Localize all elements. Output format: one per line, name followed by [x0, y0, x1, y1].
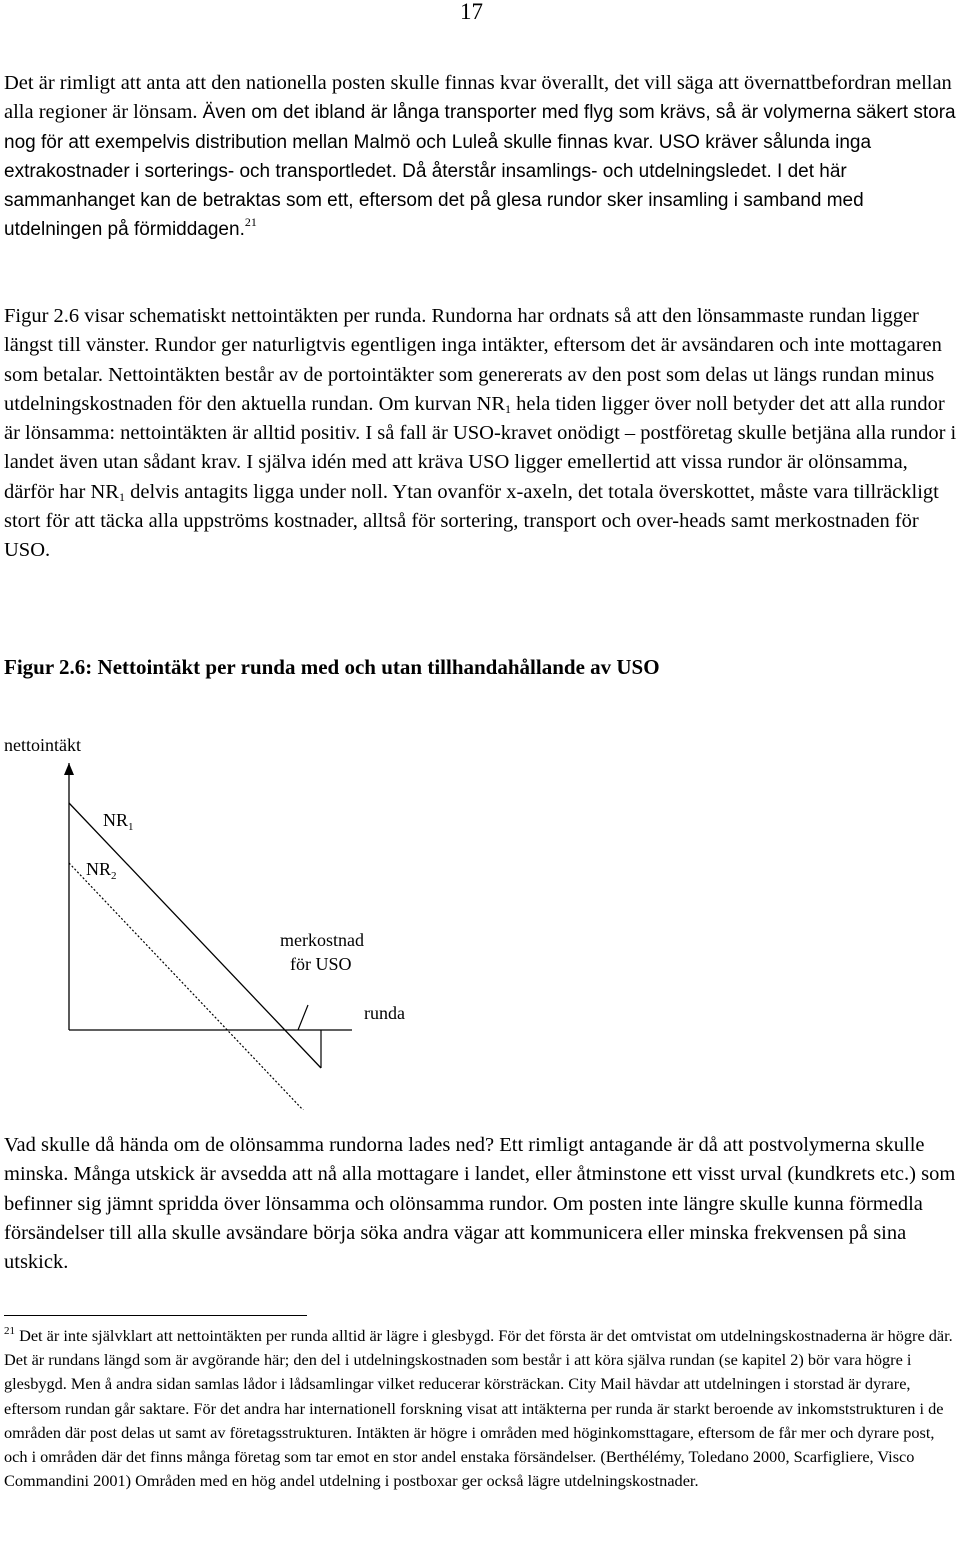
paragraph-figure-description-text-a: Figur 2.6 visar schematiskt nettointäkten per runda. Rundorna har ordnats så att den lönsammaste rundan ligger längst till vänster. Rundor ger naturligtvis egentligen inga intäkter, eftersom det är avsändaren och inte mottagaren som betalar. Nettointäkten består av de portointäkter som genererats av den post som delas ut längs rundan minus utdelningskostnaden för den aktuella rundan. Om kurvan NR — [4, 305, 942, 415]
footnote-separator — [4, 1315, 307, 1316]
paragraph-figure-description — [4, 302, 959, 566]
paragraph-intro — [4, 69, 959, 245]
nr2-curve — [69, 863, 304, 1110]
net-revenue-diagram — [0, 730, 480, 1110]
footnote-text: Det är inte självklart att nettointäkten per runda alltid är lägre i glesbygd. För det första är det omtvistat om utdelningskostnaderna är högre där. Det är rundans längd som är avgörande här; den del i utdelningskostnaden som består i att köra själva rundan (se kapitel 2) bör vara högre i glesbygd. Men å andra sidan samlas lådor i lådsamlingar vilket reducerar körsträckan. City Mail hävdar att utdelningen i storstad är dyrare, eftersom rundan går saktare. För det andra har internationell forskning visat att intäkterna per runda är starkt beroende av inkomststrukturen i de områden där post delas ut samt av företagsstrukturen. Intäkten är högre i områden med höginkomsttagare, eftersom de får mer och dyrare post, och i områden där det finns många företag som tar emot en stor andel enstaka försändelser. (Berthélémy, Toledano 2000, Scarfigliere, Visco Commandini 2001) Områden med en hög andel utdelning i postboxar ger också lägre utdelningskostnader. — [4, 1326, 953, 1491]
nr1-label: $NR_1$ — [103, 810, 134, 833]
paragraph-intro-text-a: Det är rimligt att anta att den nationella posten skulle finnas kvar överallt, det vill säga att övernattbefordran mellan alla regioner är lönsam. — [4, 72, 952, 124]
nr2-label: $NR_2$ — [86, 859, 117, 882]
nr1-subscript-second: 1 — [118, 489, 125, 504]
paragraph-intro-text-b: Även om det ibland är långa transporter med flyg som krävs, så är volymerna säkert stora nog för att exempelvis distribution mellan Malmö och Luleå skulle finnas kvar. USO kräver sålunda inga extrakostnader i sorterings- och transportledet. Då återstår insamlings- och utdelningsledet. I det här sammanhanget kan de betraktas som ett, eftersom det på glesa rundor sker insamling i samband med utdelningen på förmiddagen. — [4, 102, 956, 241]
paragraph-conclusion: Vad skulle då hända om de olönsamma rundorna lades ned? Ett rimligt antagande är då att postvolymerna skulle minska. Många utskick är avsedda att nå alla mottagare i landet, eller åtminstone ett visst urval (kundkrets etc.) som befinner sig jämnt spridda över lönsamma och olönsamma rundor. Om posten inte längre skulle kunna förmedla försändelser till alla skulle avsändare börja söka andra vägar att kommunicera eller minska frekvensen på sina utskick. — [4, 1134, 956, 1274]
uso-cost-pointer — [298, 1005, 308, 1030]
footnote — [4, 1324, 959, 1493]
footnote-number: 21 — [4, 1325, 15, 1337]
paragraph-figure-description-text-b: hela tiden ligger över noll betyder det att alla rundor är lönsamma: nettointäkten är alltid positiv. I så fall är USO-kravet onödigt – postföretag skulle betjäna alla rundor i landet även utan sådant krav. I själva idén med att kräva USO ligger emellertid att vissa rundor är olönsamma, därför har NR — [4, 392, 957, 503]
uso-cost-label-line1: merkostnad — [280, 930, 364, 950]
y-axis-arrowhead — [64, 763, 74, 775]
y-axis-label: nettointäkt — [4, 735, 81, 755]
x-axis-label: runda — [364, 1003, 405, 1023]
uso-cost-label-line2: för USO — [290, 954, 352, 974]
paragraph-figure-description-text-c: delvis antagits ligga under noll. Ytan ovanför x-axeln, det totala överskottet, måste vara tillräckligt stort för att täcka alla uppströms kostnader, alltså för sortering, transport och over-heads samt merkostnaden för USO. — [4, 480, 939, 562]
footnote-reference: 21 — [244, 215, 257, 230]
nr1-subscript: 1 — [505, 401, 511, 416]
figure-caption: Figur 2.6: Nettointäkt per runda med och utan tillhandahållande av USO — [4, 655, 660, 679]
page-number: 17 — [460, 0, 483, 24]
